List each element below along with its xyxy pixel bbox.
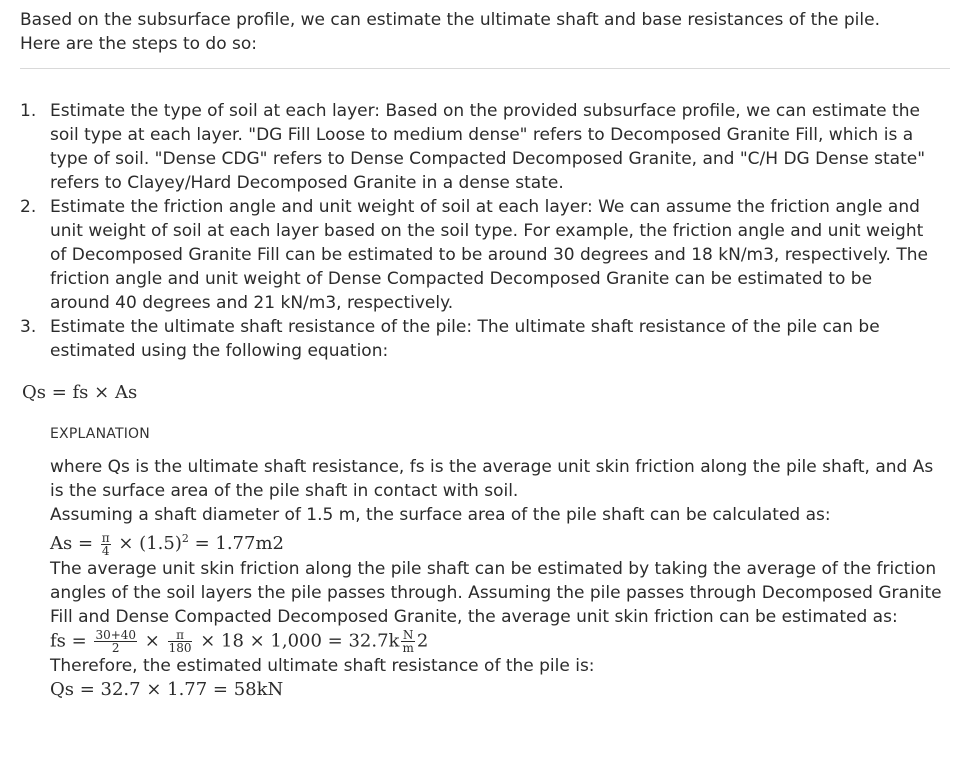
exponent: 2 <box>181 532 189 545</box>
fraction <box>168 629 193 654</box>
fraction <box>101 532 111 557</box>
denominator: 2 <box>111 640 120 655</box>
step-item <box>20 315 935 363</box>
surface-area-equation <box>50 527 950 557</box>
explanation-paragraph: Therefore, the estimated ultimate shaft resistance of the pile is: <box>50 655 595 676</box>
numerator: π <box>168 629 193 642</box>
eq-text: × 18 × 1,000 = 32.7k <box>194 630 400 651</box>
eq-text: = 1.77m2 <box>188 533 284 554</box>
step-text: Estimate the friction angle and unit weight of soil at each layer: We can assume the friction angle and unit weight of soil at each layer based on the soil type. For example, the friction angle and unit weight of Decomposed Granite Fill can be estimated to be around 30 degrees and 18 kN/m3, respectively. The friction angle and unit weight of Dense Compacted Decomposed Granite can be estimated to be around 40 degrees and 21 kN/m3, respectively. <box>50 197 928 313</box>
numerator: 30+40 <box>95 627 137 642</box>
intro-line-2: Here are the steps to do so: <box>20 34 258 54</box>
steps-list <box>20 99 935 363</box>
step-text: Estimate the type of soil at each layer: Based on the provided subsurface profile, we can estimate the soil type at each layer. "DG Fill Loose to medium dense" refers to Decomposed Granite Fill, which is a type of soil. "Dense CDG" refers to Dense Compacted Decomposed Granite, and "C/H DG Dense state" refers to Clayey/Hard Decomposed Granite in a dense state. <box>50 101 926 193</box>
eq-text: fs = <box>50 630 93 651</box>
intro-paragraph <box>20 8 950 56</box>
eq-text: × (1.5) <box>112 533 182 554</box>
explanation-paragraph: where Qs is the ultimate shaft resistance, fs is the average unit skin friction along the pile shaft, and As is the surface area of the pile shaft in contact with soil. <box>50 457 934 501</box>
step-number: 1. <box>20 101 37 121</box>
eq-text: × <box>139 630 166 651</box>
intro-line-1: Based on the subsurface profile, we can estimate the ultimate shaft and base resistances of the pile. <box>20 10 880 30</box>
shaft-resistance-equation: Qs = fs × As <box>22 382 138 403</box>
step-item <box>20 99 935 195</box>
denominator: 4 <box>101 543 110 558</box>
numerator: N <box>402 627 414 642</box>
skin-friction-equation <box>50 629 950 654</box>
explanation-label: EXPLANATION <box>50 426 150 442</box>
fraction <box>401 629 414 654</box>
fraction <box>94 629 137 654</box>
denominator: 180 <box>168 640 192 655</box>
explanation-body <box>50 455 950 702</box>
step-item <box>20 195 935 315</box>
step-number: 3. <box>20 317 37 337</box>
eq-text: 2 <box>416 630 429 651</box>
final-result-equation: Qs = 32.7 × 1.77 = 58kN <box>50 678 284 700</box>
denominator: m <box>402 640 414 655</box>
step-text: Estimate the ultimate shaft resistance of the pile: The ultimate shaft resistance of the pile can be estimated using the following equation: <box>50 317 880 361</box>
explanation-paragraph: Assuming a shaft diameter of 1.5 m, the surface area of the pile shaft can be calculated as: <box>50 505 831 525</box>
step-number: 2. <box>20 197 37 217</box>
divider <box>20 68 950 69</box>
eq-text: As = <box>50 533 99 554</box>
numerator: π <box>101 530 110 545</box>
explanation-paragraph: The average unit skin friction along the pile shaft can be estimated by taking the average of the friction angles of the soil layers the pile passes through. Assuming the pile passes through Decomposed Granite Fill and Dense Compacted Decomposed Granite, the average unit skin friction can be estimated as: <box>50 558 942 627</box>
